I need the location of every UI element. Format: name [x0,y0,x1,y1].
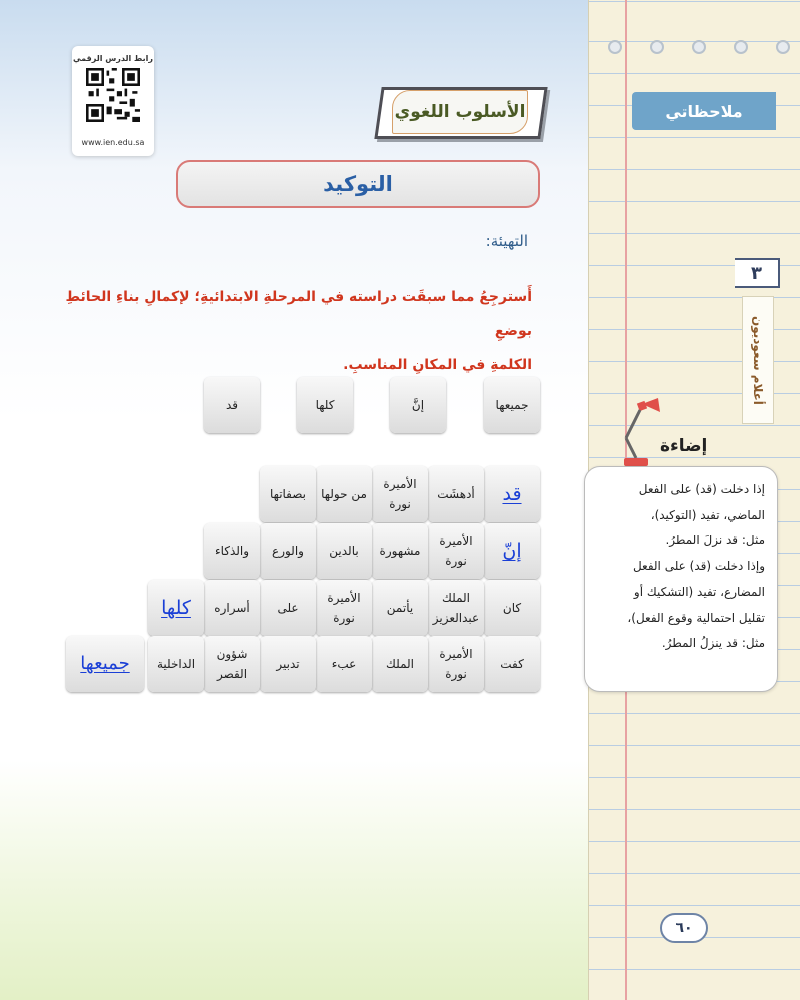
qr-code-icon[interactable] [86,68,140,122]
wall-tile: الأميرة نورة [428,636,484,692]
wall-tile: أدهشَت [428,466,484,522]
style-banner-title: الأسلوب اللغوي [392,90,528,134]
binder-ring-icon [650,40,664,54]
tip-line: الماضي، تفيد (التوكيد)، [650,507,765,522]
page-number: ٦٠ [660,913,708,943]
wall-tile: كفت [484,636,540,692]
wall-tile: الملك [372,636,428,692]
notes-header: ملاحظاتي [632,92,776,130]
instruction-line-2: الكلمةِ في المكانِ المناسبِ. [343,357,532,373]
tip-title: إضاءة [660,436,708,456]
binder-ring-icon [734,40,748,54]
wall-tile: يأتمن [372,580,428,636]
wall-tile: تدبير [260,636,316,692]
binder-ring-icon [608,40,622,54]
tip-line: إذا دخلت (قد) على الفعل [638,482,765,496]
tip-box [584,466,778,692]
tip-line: تقليل احتمالية وقوع الفعل)، [627,610,765,625]
binder-ring-icon [776,40,790,54]
wall-tile: الأميرة نورة [316,580,372,636]
qr-label: رابط الدرس الرقمي [73,54,153,63]
instruction-line-1: أَسترجِعُ مما سبقَت دراسته في المرحلةِ الابتدائيةِ؛ لإكمالِ بناءِ الحائطِ بوضعِ [65,289,532,339]
word-bank-tile[interactable]: إنَّ [390,377,446,433]
wall-tile: بالدين [316,523,372,579]
desk-lamp-icon [612,398,662,468]
wall-tile: الأميرة نورة [428,523,484,579]
word-bank-tile[interactable]: كلها [297,377,353,433]
binder-rings [608,40,790,54]
chapter-title: أعلام سعوديون [751,315,765,405]
warmup-heading: التهيئة: [485,232,528,250]
wall-tile-filled[interactable]: إنّ [484,523,540,579]
wall-tile: بصفاتها [260,466,316,522]
word-bank-tile[interactable]: جميعها [484,377,540,433]
wall-tile: كان [484,580,540,636]
chapter-number: ٣ [735,258,780,288]
qr-card[interactable] [72,46,154,156]
wall-tile: أسراره [204,580,260,636]
wall-tile: عبء [316,636,372,692]
wall-tile: الأميرة نورة [372,466,428,522]
lesson-title: التوكيد [176,160,540,208]
wall-tile-filled[interactable]: جميعها [66,636,144,692]
wall-tile: مشهورة [372,523,428,579]
wall-tile: على [260,580,316,636]
word-bank-tile[interactable]: قد [204,377,260,433]
tip-line: وإذا دخلت (قد) على الفعل [632,559,765,574]
binder-ring-icon [692,40,706,54]
wall-tile: من حولها [316,466,372,522]
wall-tile-filled[interactable]: قد [484,466,540,522]
instruction-text [60,280,532,382]
wall-tile-filled[interactable]: كلها [148,580,204,636]
wall-tile: الملك عبدالعزيز [428,580,484,636]
wall-tile: شؤون القصر [204,636,260,692]
wall-tile: الداخلية [148,636,204,692]
wall-tile: والورع [260,523,316,579]
tip-line: مثل: قد ينزلُ المطرُ. [661,636,765,651]
qr-url[interactable]: www.ien.edu.sa [81,138,145,147]
tip-line: المضارع، تفيد (التشكيك أو [633,584,765,599]
wall-tile: والذكاء [204,523,260,579]
chapter-title-tab [742,296,774,424]
tip-line: مثل: قد نزلَ المطرُ. [665,533,765,548]
